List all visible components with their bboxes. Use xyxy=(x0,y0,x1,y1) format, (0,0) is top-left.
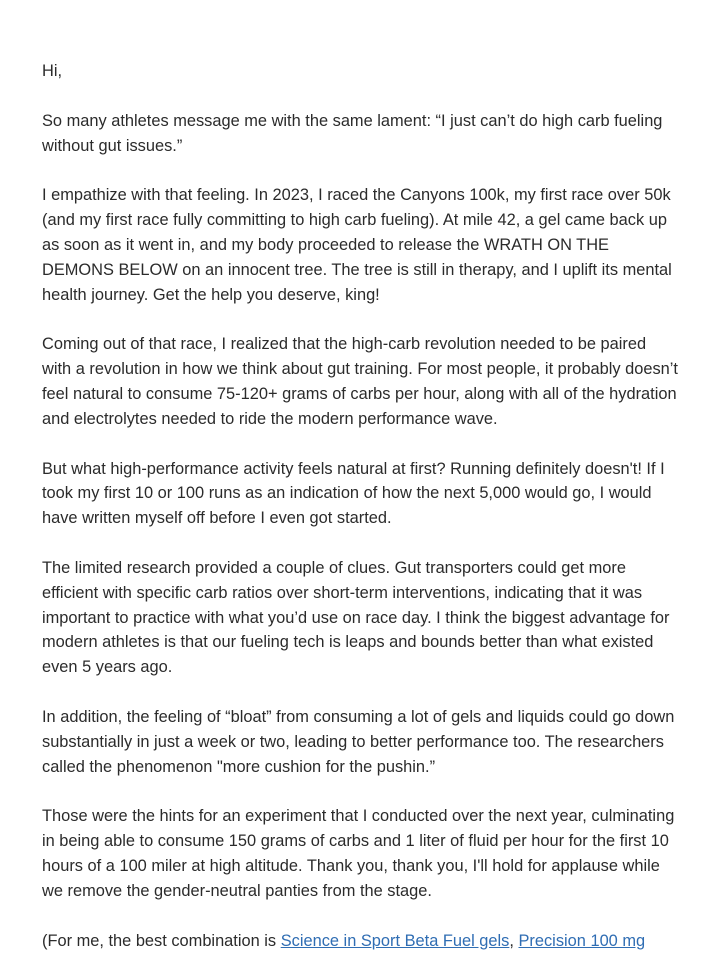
paragraph-gut-training: Coming out of that race, I realized that the high-carb revolution needed to be paired with a revolution in how we think about gut training. For most people, it probably doesn’t feel natural to consume 75-120+ grams of carbs per hour, along with all of the hydration and electrolytes needed to ride the modern performance wave. xyxy=(42,335,678,428)
paragraph-canyons-race: I empathize with that feeling. In 2023, I raced the Canyons 100k, my first race over 50k (and my first race fully committing to high carb fueling). At mile 42, a gel came back up as soon as it went in, and my body proceeded to release the WRATH ON THE DEMONS BELOW on an innocent tree. The tree is still in therapy, and I uplift its mental health journey. Get the help you deserve, king! xyxy=(42,186,672,304)
paragraph-natural-at-first: But what high-performance activity feels natural at first? Running definitely doesn't! If I took my first 10 or 100 runs as an indication of how the next 5,000 would go, I would have written myself off before I even got started. xyxy=(42,459,665,528)
paragraph-best-combination xyxy=(42,929,692,954)
paragraph-lament: So many athletes message me with the same lament: “I just can’t do high carb fueling without gut issues.” xyxy=(42,111,663,155)
precision-100mg-link[interactable]: Precision 100 mg xyxy=(518,931,646,950)
paragraph-experiment: Those were the hints for an experiment that I conducted over the next year, culminating in being able to consume 150 grams of carbs and 1 liter of fluid per hour for the first 10 hours of a 100 miler at high altitude. Thank you, thank you, I'll hold for applause while we remove the gender-neutral panties from the stage. xyxy=(42,807,675,900)
link-separator: , xyxy=(509,931,519,950)
paragraph-bloat: In addition, the feeling of “bloat” from consuming a lot of gels and liquids could go down substantially in just a week or two, leading to better performance too. The researchers called the phenomenon "more cushion for the pushin.” xyxy=(42,707,675,776)
science-in-sport-beta-fuel-link[interactable]: Science in Sport Beta Fuel gels xyxy=(280,931,510,950)
best-combination-prefix: (For me, the best combination is xyxy=(42,931,281,950)
email-body xyxy=(42,59,692,978)
paragraph-research: The limited research provided a couple of clues. Gut transporters could get more efficient with specific carb ratios over short-term interventions, indicating that it was important to practice with what you’d use on race day. I think the biggest advantage for modern athletes is that our fueling tech is leaps and bounds better than what existed even 5 years ago. xyxy=(42,558,670,677)
greeting: Hi, xyxy=(42,62,63,80)
